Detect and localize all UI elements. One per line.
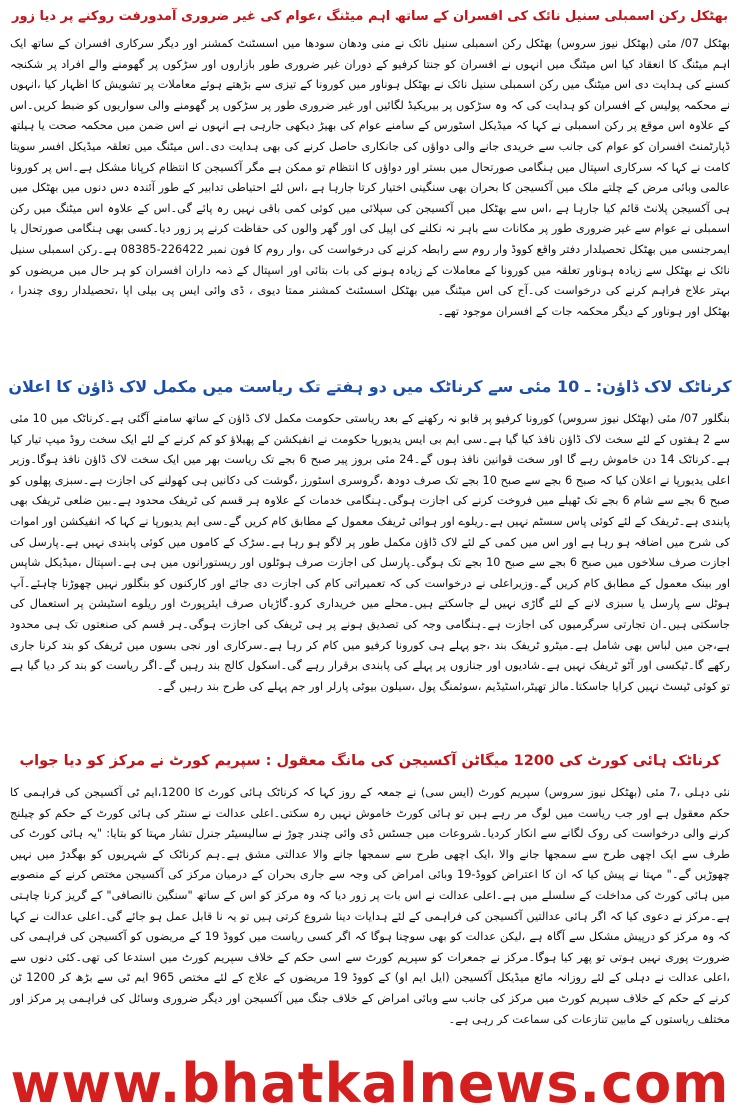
article2-body: بنگلور 07/ مئی (بھٹکل نیوز سروس) کورونا کرفیو پر قابو نہ رکھنے کے بعد ریاستی حکومت مکمل لاک ڈاؤن کے ساتھ سامنے آگئی ہے۔کرناٹک میں 10 مئی سے 2 ہفتوں کے لئے سخت لاک ڈاؤن نافذ کیا گیا ہے۔سی ایم بی ایس یدیورپا حکومت نے انفیکشن کے پھیلاؤ کو کم کرنے کے لئے ایک سخت روڈ میپ تیار کیا ہے۔کرناٹک 14 دن خاموش رہے گا اور سخت قوانین نافذ ہوں گے۔24 مئی بروز پیر صبح 6 بجے تک ریاست بھر میں ایک سخت لاک ڈاؤن نافذ ہوگا۔وزیر اعلی یدیورپا نے اعلان کیا کہ صبح 6 بجے سے صبح 10 بجے تک صرف دودھ ،گروسری اسٹورز ،گوشت کی دکانیں ہی کھولنے کی اجازت ہے۔سبزی پھلوں کو صبح 6 بجے سے شام 6 بجے تک ٹھیلے میں فروخت کرنے کی اجازت ہوگی۔ہنگامی خدمات کے علاوہ ہر قسم کی ٹریفک محدود ہے۔بین ضلعی ٹریفک بھی پابندی ہے۔ٹریفک کے لئے کوئی پاس سسٹم نہیں ہے۔ریلوے اور ہوائی ٹریفک معمول کے مطابق کام کریں گے۔سی ایم یدیورپا نے کہا کہ انفیکشن اور اموات کی شرح میں اضافہ ہو رہا ہے اور اس میں کمی کے لئے لاک ڈاؤن مکمل طور پر لاگو ہو رہا ہے۔سڑک کے کاموں میں کوئی پابندی نہیں ہے۔پارسل کی اجازت صرف سلاخوں میں صبح 6 بجے سے صبح 10 بجے تک ہوگی۔پارسل کی اجازت صرف ہوٹلوں اور ریستورانوں میں ہی ہے۔اسپتال ،میڈیکل شاپس اور بینک معمول کے مطابق کام کریں گے۔وزیراعلی نے درخواست کی کہ تعمیراتی کام کی اجازت دی جائے اور کارکنوں کو بنگلور نہیں چھوڑنا چاہئے۔آپ ہوٹل سے پارسل یا سبزی لانے کے لئے گاڑی نہیں لے جاسکتے ہیں۔محلے میں خریداری کرو۔گاڑیاں صرف ایئرپورٹ اور ریلوے اسٹیشن پر استعمال کی جاسکتی ہیں۔ان تجارتی سرگرمیوں کی اجازت ہے۔ہنگامی وجہ کی تصدیق ہونے پر ہی ٹریفک کی اجازت ہوگی۔ہر قسم کی صنعتوں تک ہی محدود ہے،جن میں لباس بھی شامل ہے۔میٹرو ٹریفک بند ،جو پہلے ہی کورونا کرفیو میں کام کر رہا ہے۔سرکاری اور نجی بسوں میں ٹریفک کو بند کرنا جاری رکھے گا۔ٹیکسی اور آٹو ٹریفک نہیں ہے۔شادیوں اور جنازوں پر پہلے کی پابندی برقرار رہے گی۔اسکول کالج بند رہیں گے۔اگر ریاست کو بند کر دیا گیا ہے تو کوئی ٹیسٹ نہیں کرایا جاسکتا۔مالز تھیٹر،اسٹیڈیم ،سوئمنگ پول ،سیلون بیوٹی پارلر اور جم پہلے کی طرح بند رہیں گے۔ [10, 412, 731, 693]
article1-headline: بھٹکل رکن اسمبلی سنیل نائک کی افسران کے ساتھ اہم میٹنگ ،عوام کی غیر ضروری آمدورفت روکنے پر دیا زور [11, 9, 729, 24]
article3-headline: کرناٹک ہائی کورٹ کی 1200 میگاٹن آکسیجن کی مانگ معقول : سپریم کورٹ نے مرکز کو دیا جواب [19, 753, 721, 769]
site-footer [0, 1053, 740, 1115]
article3-body: نئی دہلی ،7 مئی (بھٹکل نیوز سروس) سپریم کورٹ (ایس سی) نے جمعہ کے روز کہا کہ کرناٹک ہائی کورٹ کا 1200،ایم ٹی آکسیجن کی فراہمی کا حکم معقول ہے اور جب ریاست میں لوگ مر رہے ہیں تو ہائی کورٹ خاموش نہیں رہ سکتی۔اعلی عدالت نے سنٹر کی ہائی کورٹ کے حکم کو چیلنج کرنے والی درخواست کی روک لگانے سے انکار کردیا۔شروعات میں جسٹس ڈی وائی چندر چوڑ نے سالیسیٹر جنرل تشار مہتا کو بتایا: "یہ ہائی کورٹ کی طرف سے ایک اچھی طرح سے سمجھا جانے والا ،ایک اچھی طرح سے سمجھا جانے والا عدالتی مشق ہے۔ہم کرناٹک کے شہریوں کو بھگدڑ میں نہیں چھوڑیں گے۔" مہتا نے پیش کیا کہ ان کا اعتراض کووڈ-19 وبائی امراض کی وجہ سے جاری بحران کے درمیان مرکز کی آکسیجن مختص کرنے کے منصوبے میں ہائی کورٹ کی مداخلت کے سلسلے میں ہے۔اعلی عدالت نے اس بات پر زور دیا کہ وہ مرکز کو اس کے ساتھ "سنگین ناانصافی" کے گریز کرنا چاہتی ہے۔مرکز نے دعوی کیا کہ اگر ہائی عدالتیں آکسیجن کی فراہمی کے لئے ہدایات دینا شروع کرتی ہیں تو یہ نا قابل عمل ہو جائے گی۔اعلی عدالت نے کہا کہ وہ مرکز کو درپیش مشکل سے آگاہ ہے ،لیکن عدالت کو بھی سوچنا ہوگا کہ اگر کسی ریاست میں کووڈ 19 کے مریضوں کو آکسیجن کی فراہمی کی ضرورت پوری نہیں ہوتی تو پھر کیا ہوگا۔مرکز نے جمعرات کو سپریم کورٹ سے اسی حکم کے خلاف سپریم کورٹ میں استدعا کی تھی۔کئی دنوں سے ،اعلی عدالت نے دہلی کے لئے روزانہ مائع میڈیکل آکسیجن (ایل ایم او) کے کووڈ 19 مریضوں کے علاج کے لئے مختص 965 ایم ٹی سے بڑھ کر 1200 ٹن کرنے کے حکم کے خلاف سپریم کورٹ میں مرکز کی جانب سے وبائی امراض کے خلاف جنگ میں آکسیجن اور دیگر ضروری وسائل کی فراہمی پر مرکز اور مختلف ریاستوں کے مابین تنازعات کی سماعت کر رہی ہے۔ [10, 786, 730, 1026]
article1-body: بھٹکل 07/ مئی (بھٹکل نیوز سروس) بھٹکل رکن اسمبلی سنیل نائک نے منی ودھان سودھا میں اسسٹنٹ کمشنر اور دیگر سرکاری افسران کے ساتھ ایک اہم میٹنگ کا انعقاد کیا اس میٹنگ میں انہوں نے افسران کو جنتا کرفیو کے دوران غیر ضروری طور بازاروں اور سڑکوں پر گھومنے والے افراد پر شکنجہ کسنے کی ہدایت دی اس میٹنگ میں رکن اسمبلی سنیل نائک نے بھٹکل ہوناور میں کورونا کے تیزی سے بڑھتے ہوئے معاملات پر تشویش کا اظہار کیا ،انہوں نے محکمہ پولیس کے افسران کو ہدایت کی کہ وہ سڑکوں پر بیریکیڈ لگائیں اور غیر ضروری طور پر سڑکوں پر گھومنے والی سواریوں کو ضبط کریں۔اس کے علاوہ اس موقع پر رکن اسمبلی نے کہا کہ میڈیکل اسٹورس کے سامنے عوام کی بھیڑ دیکھی جارہی ہے انہوں نے اس ضمن میں محکمہ صحت یا ہیلتھ ڈپارٹمنٹ افسران کو عوام کی جانب سے خریدی جانے والی دواؤں کی جانکاری حاصل کرنے کی بھی ہدایت دی۔اس میٹنگ میں تعلقہ میڈیکل افسر سویتا کامت نے کہا کہ سرکاری اسپتال میں ہنگامی صورتحال میں بستر اور دواؤں کا انتظام تو ممکن ہے مگر آکسیجن کا انتظام کرپانا مشکل ہے۔اس پر کورونا عالمی وبائی مرض کے چلتے ملک میں آکسیجن کا بحران بھی سنگینی اختیار کرتا جارہا ہے ،اس لئے احتیاطی تدابیر کے طور آئندہ دس دنوں میں بھٹکل میں ہی آکسیجن پلانٹ قائم کیا جارہا ہے ،اس سے بھٹکل میں آکسیجن کی سپلائی میں کوئی کمی باقی نہیں رہ پائے گی۔اس کے علاوہ اس میٹنگ میں رکن اسمبلی نے عوام سے غیر ضروری طور پر مکانات سے باہر نہ نکلنے کی اپیل کی اور گھر والوں کی حفاظت کرنے پر زور دیا۔کسی بھی ہنگامی صورتحال یا ایمرجنسی میں بھٹکل تحصیلدار دفتر واقع کووڈ وار روم سے رابطہ کرنے کی درخواست کی ،وار روم کا فون نمبر 226422-08385 ہے۔رکن اسمبلی سنیل نائک نے بھٹکل سے زیادہ ہوناور تعلقہ میں کورونا کے معاملات کے زیادہ ہونے کی بات بتائی اور اسپتال کے ذمہ داران افسران کو ہر حال میں مریضوں کو بہتر علاج فراہم کرنے کی درخواست کی۔آج کی اس میٹنگ میں بھٹکل اسسٹنٹ کمشنر ممتا دیوی ، ڈی وائی ایس پی بیلی اپا ،تحصیلدار روی چندرا ، بھٹکل اور ہوناور کے دیگر محکمہ جات کے افسران موجود تھے۔ [10, 37, 731, 318]
site-url[interactable]: www.bhatkalnews.com [10, 1052, 730, 1115]
article2-headline: کرناٹک لاک ڈاؤن: ـ 10 مئی سے کرناٹک میں دو ہفتے تک ریاست میں مکمل لاک ڈاؤن کا اعلان [8, 377, 732, 396]
